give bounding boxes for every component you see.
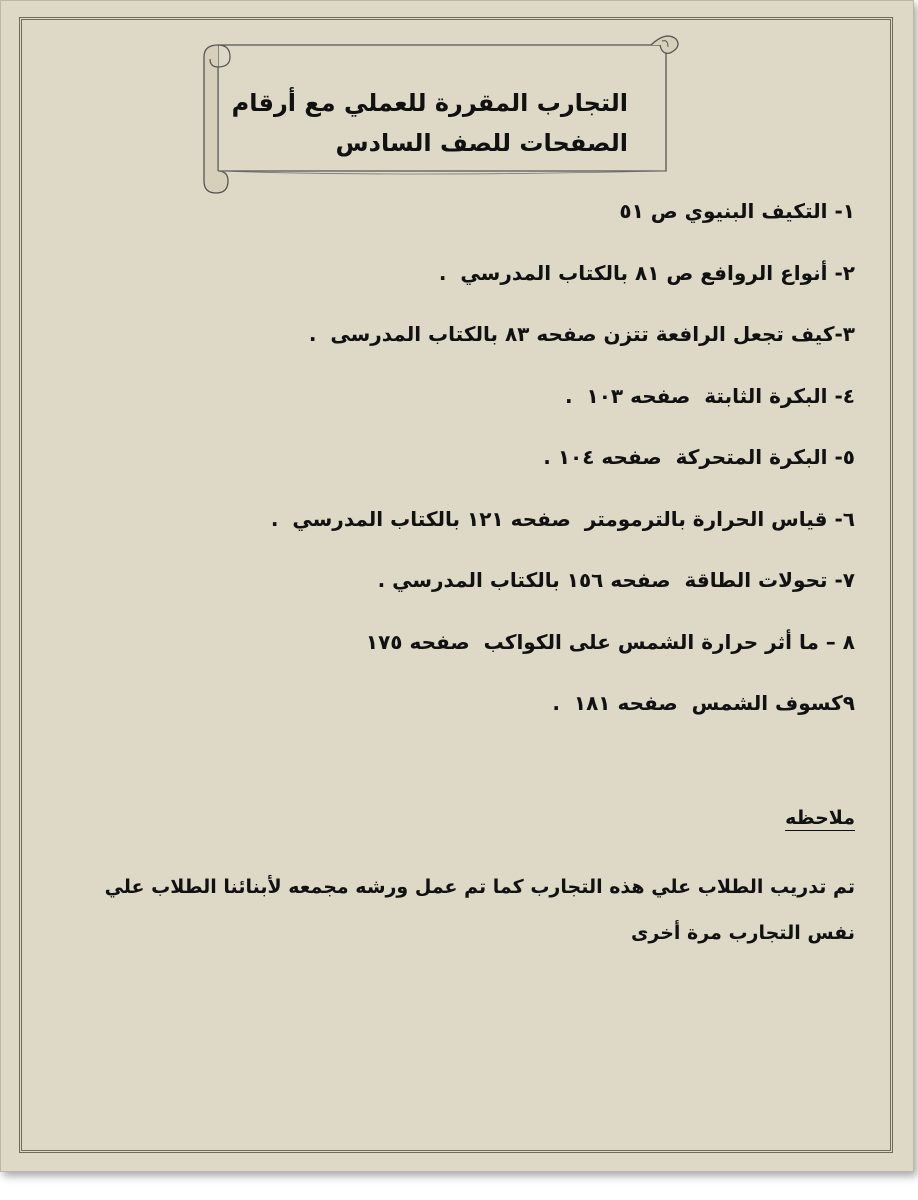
list-item: ٣-كيف تجعل الرافعة تتزن صفحه ٨٣ بالكتاب المدرسى .: [308, 322, 855, 346]
list-item: ٩كسوف الشمس صفحه ١٨١ .: [552, 691, 855, 715]
title-scroll-banner: [196, 31, 682, 201]
list-item: ٨ – ما أثر حرارة الشمس على الكواكب صفحه ١٧٥: [365, 629, 855, 654]
list-item: ٤- البكرة الثابتة صفحه ١٠٣ .: [564, 383, 855, 408]
list-item: ١- التكيف البنيوي ص ٥١: [619, 199, 855, 223]
note-body: تم تدريب الطلاب علي هذه التجارب كما تم عمل ورشه مجمعه لأبنائنا الطلاب علي نفس التجارب مرة أخرى: [104, 876, 855, 944]
list-item: ٢- أنواع الروافع ص ٨١ بالكتاب المدرسي .: [438, 260, 855, 285]
list-item: ٧- تحولات الطاقة صفحه ١٥٦ بالكتاب المدرسي .: [377, 568, 855, 592]
note-heading: ملاحظه: [785, 807, 855, 829]
list-item: ٥- البكرة المتحركة صفحه ١٠٤ .: [543, 445, 855, 469]
page-title: التجارب المقررة للعملي مع أرقام الصفحات للصف السادس: [231, 89, 628, 157]
list-item: ٦- قياس الحرارة بالترمومتر صفحه ١٢١ بالكتاب المدرسي .: [270, 506, 855, 531]
experiments-list: [215, 191, 855, 745]
